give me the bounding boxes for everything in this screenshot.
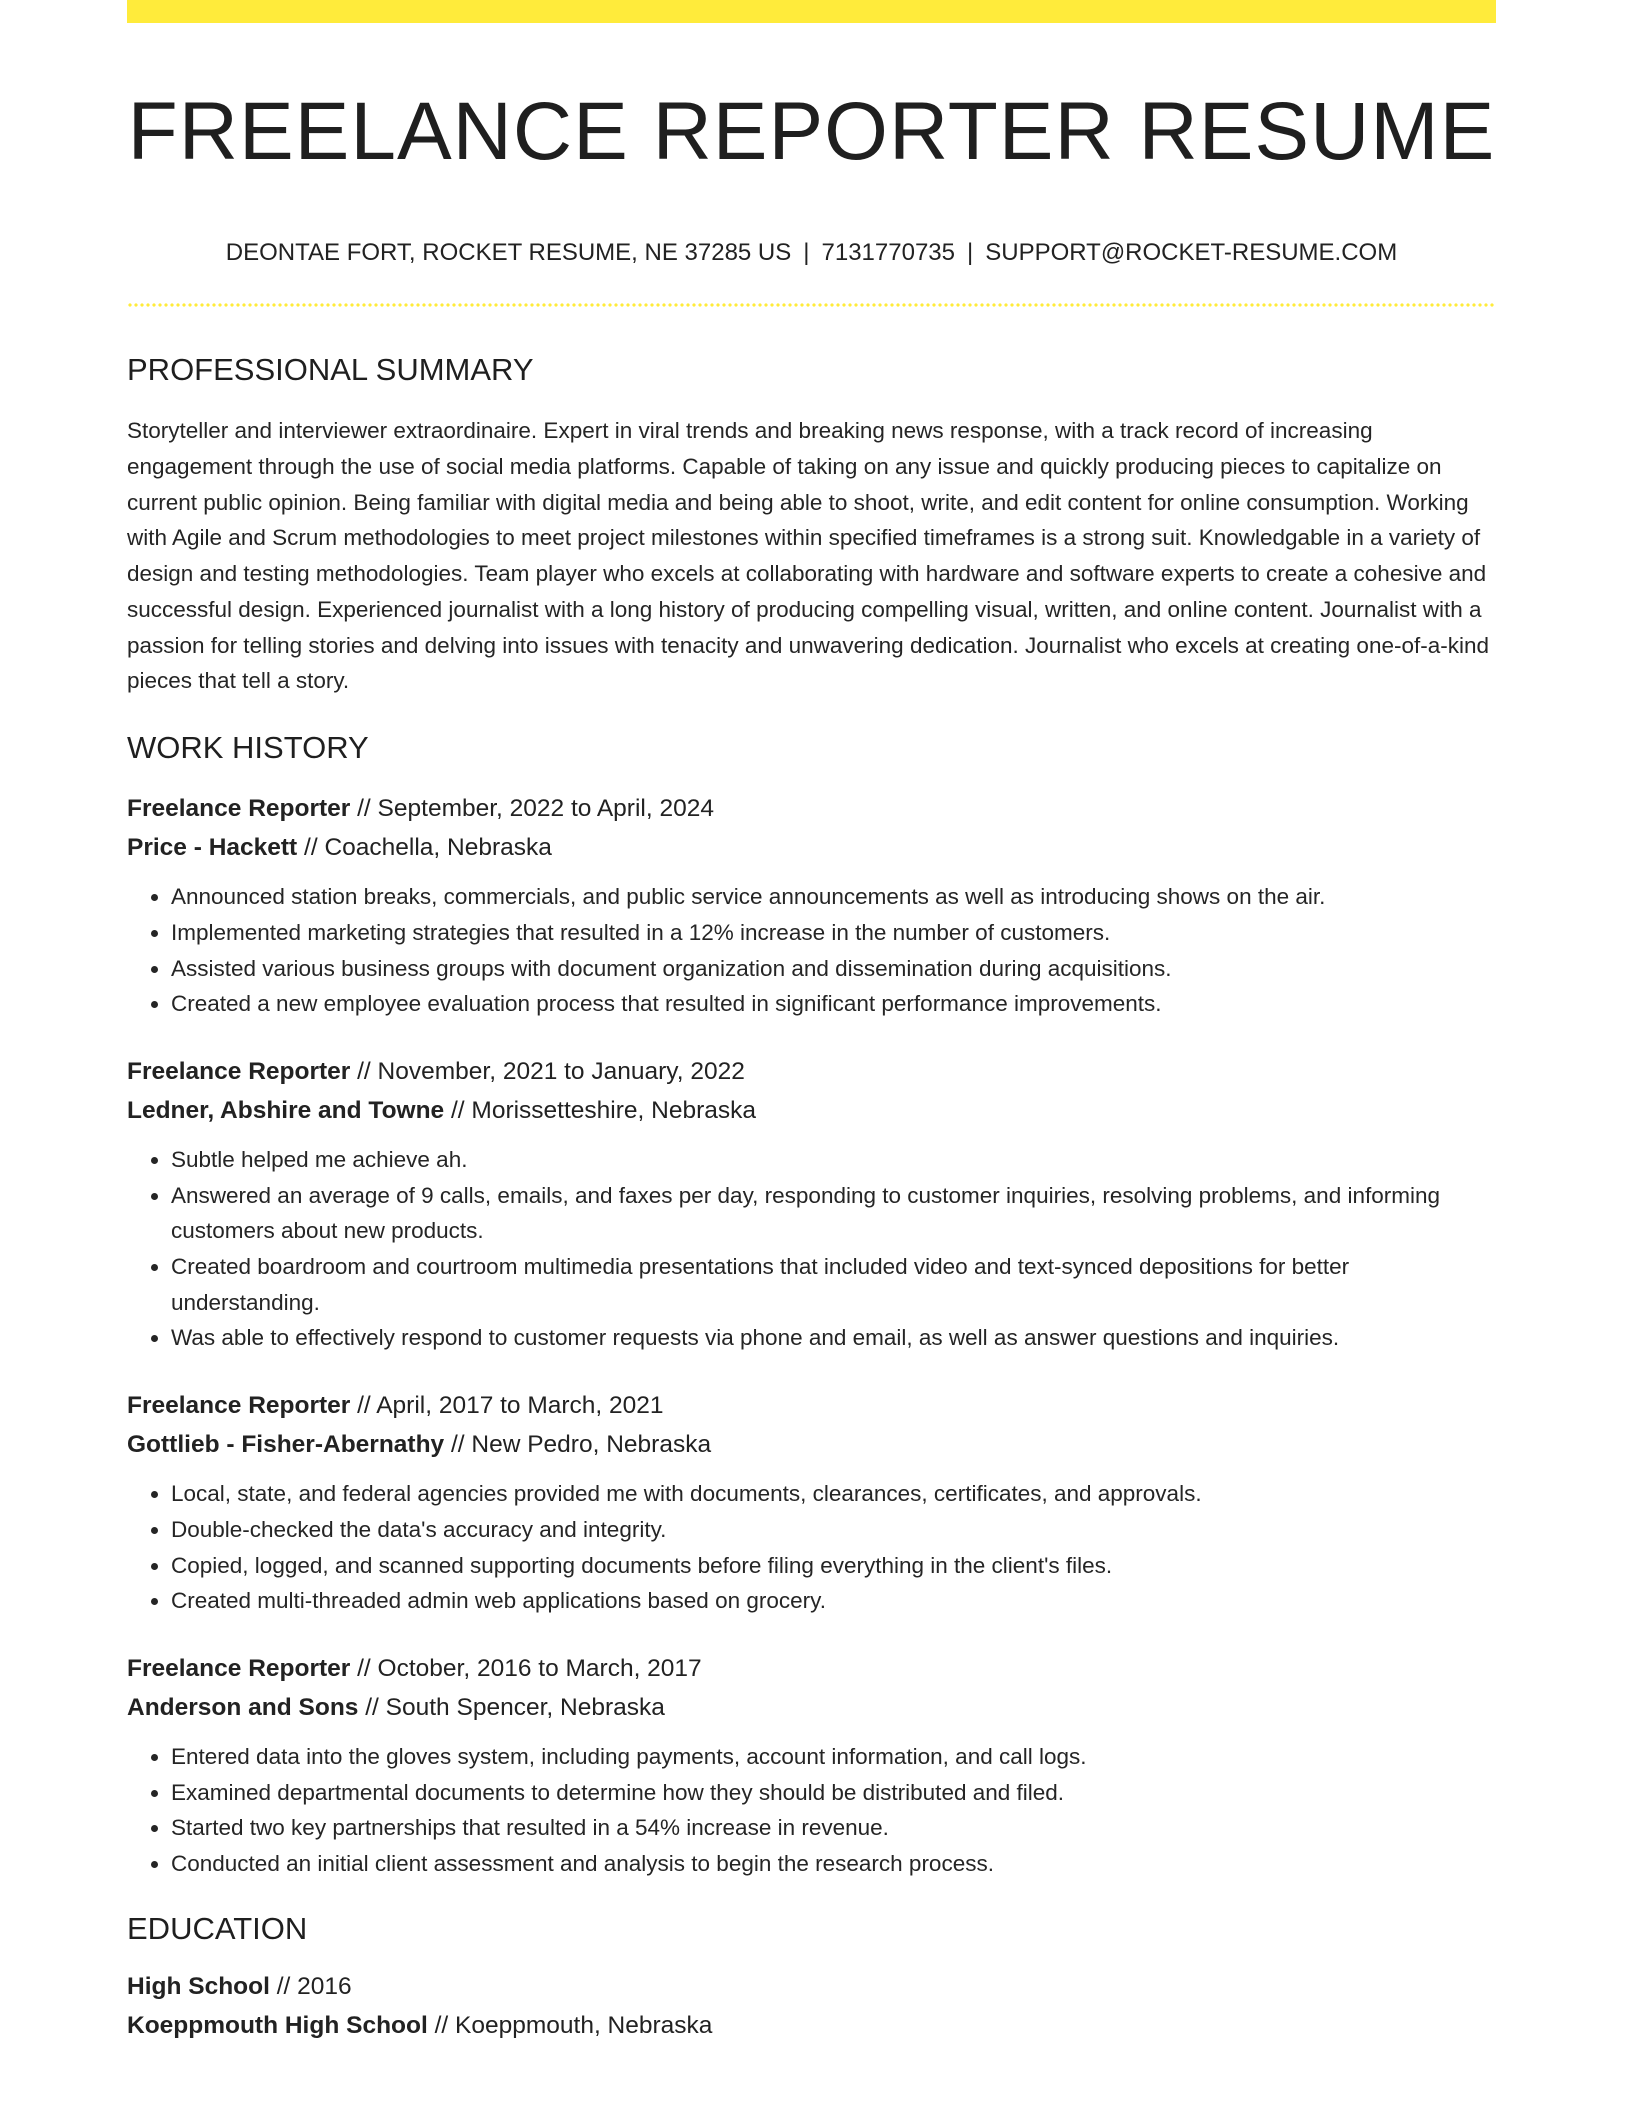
job-bullet: • Was able to effectively respond to customer requests via phone and email, as well as answer questions and inquiries. xyxy=(171,1320,1496,1356)
job-bullet: • Examined departmental documents to determine how they should be distributed and filed. xyxy=(171,1775,1496,1811)
job-entry xyxy=(127,1052,1496,1356)
education-heading: EDUCATION xyxy=(127,1910,308,1946)
education-school-line xyxy=(127,2006,1496,2045)
job-company-line xyxy=(127,1688,1496,1727)
job-company-line xyxy=(127,1091,1496,1130)
resume-page xyxy=(127,0,1496,2045)
accent-top-bar xyxy=(127,0,1496,23)
job-title: Freelance Reporter xyxy=(127,795,351,823)
job-bullet: • Subtle helped me achieve ah. xyxy=(171,1142,1496,1178)
summary-heading: PROFESSIONAL SUMMARY xyxy=(127,352,534,388)
job-company: Ledner, Abshire and Towne xyxy=(127,1096,445,1124)
contact-address: DEONTAE FORT, ROCKET RESUME, NE 37285 US xyxy=(225,239,792,267)
job-location: // South Spencer, Nebraska xyxy=(358,1693,665,1721)
job-company: Anderson and Sons xyxy=(127,1693,359,1721)
job-title-line xyxy=(127,1649,1496,1688)
job-bullets xyxy=(127,879,1496,1022)
job-bullet: • Local, state, and federal agencies provided me with documents, clearances, certificates, and approvals. xyxy=(171,1476,1496,1512)
job-bullet: • Implemented marketing strategies that resulted in a 12% increase in the number of customers. xyxy=(171,915,1496,951)
education-entry xyxy=(127,1967,1496,2045)
job-bullet: • Conducted an initial client assessment and analysis to begin the research process. xyxy=(171,1846,1496,1882)
job-company-line xyxy=(127,1425,1496,1464)
job-company-line xyxy=(127,828,1496,867)
work-history-list xyxy=(127,789,1496,1882)
contact-phone: 7131770735 xyxy=(821,239,955,267)
job-bullets xyxy=(127,1476,1496,1619)
job-bullet: • Created a new employee evaluation process that resulted in significant performance improvements. xyxy=(171,986,1496,1022)
resume-title: FREELANCE REPORTER RESUME xyxy=(127,86,1496,177)
contact-line xyxy=(127,239,1496,268)
job-title: Freelance Reporter xyxy=(127,1392,351,1420)
work-history-heading: WORK HISTORY xyxy=(127,729,369,765)
job-location: // Morissetteshire, Nebraska xyxy=(444,1096,756,1124)
job-entry xyxy=(127,1649,1496,1882)
job-bullet: • Answered an average of 9 calls, emails, and faxes per day, responding to customer inquiries, resolving problems, and informing customers about new products. xyxy=(171,1178,1496,1249)
contact-separator: | xyxy=(967,239,974,267)
job-title-line xyxy=(127,789,1496,828)
dotted-divider xyxy=(127,303,1496,307)
job-bullets xyxy=(127,1739,1496,1882)
job-bullet: • Assisted various business groups with document organization and dissemination during acquisitions. xyxy=(171,951,1496,987)
job-entry xyxy=(127,1386,1496,1619)
job-bullet: • Announced station breaks, commercials, and public service announcements as well as introducing shows on the air. xyxy=(171,879,1496,915)
job-company: Gottlieb - Fisher-Abernathy xyxy=(127,1431,445,1459)
education-degree: High School xyxy=(127,1972,270,2000)
job-bullet: • Double-checked the data's accuracy and integrity. xyxy=(171,1512,1496,1548)
job-bullet: • Started two key partnerships that resulted in a 54% increase in revenue. xyxy=(171,1810,1496,1846)
job-dates: // October, 2016 to March, 2017 xyxy=(350,1654,702,1682)
job-bullet: • Copied, logged, and scanned supporting documents before filing everything in the client's files. xyxy=(171,1548,1496,1584)
job-dates: // April, 2017 to March, 2021 xyxy=(350,1392,664,1420)
job-dates: // September, 2022 to April, 2024 xyxy=(350,795,714,823)
job-title-line xyxy=(127,1386,1496,1425)
job-bullet: • Entered data into the gloves system, including payments, account information, and call logs. xyxy=(171,1739,1496,1775)
job-bullets xyxy=(127,1142,1496,1356)
contact-separator: | xyxy=(803,239,810,267)
education-school: Koeppmouth High School xyxy=(127,2011,428,2039)
education-location: // Koeppmouth, Nebraska xyxy=(427,2011,713,2039)
job-location: // Coachella, Nebraska xyxy=(297,834,552,862)
job-bullet: • Created multi-threaded admin web applications based on grocery. xyxy=(171,1583,1496,1619)
summary-text: Storyteller and interviewer extraordinaire. Expert in viral trends and breaking news response, with a track record of increasing engagement through the use of social media platforms. Capable of taking on any issue and quickly producing pieces to capitalize on current public opinion. Being familiar with digital media and being able to shoot, write, and edit content for online consumption. Working with Agile and Scrum methodologies to meet project milestones within specified timeframes is a strong suit. Knowledgable in a variety of design and testing methodologies. Team player who excels at collaborating with hardware and software experts to create a cohesive and successful design. Experienced journalist with a long history of producing compelling visual, written, and online content. Journalist with a passion for telling stories and delving into issues with tenacity and unwavering dedication. Journalist who excels at creating one-of-a-kind pieces that tell a story. xyxy=(127,418,1490,694)
job-bullet: • Created boardroom and courtroom multimedia presentations that included video and text-synced depositions for better understanding. xyxy=(171,1249,1496,1320)
job-entry xyxy=(127,789,1496,1022)
job-dates: // November, 2021 to January, 2022 xyxy=(350,1057,745,1085)
contact-email: SUPPORT@ROCKET-RESUME.COM xyxy=(985,239,1398,267)
job-location: // New Pedro, Nebraska xyxy=(444,1431,712,1459)
job-title-line xyxy=(127,1052,1496,1091)
education-year: // 2016 xyxy=(269,1972,352,2000)
education-degree-line xyxy=(127,1967,1496,2006)
job-title: Freelance Reporter xyxy=(127,1057,351,1085)
job-title: Freelance Reporter xyxy=(127,1654,351,1682)
job-company: Price - Hackett xyxy=(127,834,298,862)
